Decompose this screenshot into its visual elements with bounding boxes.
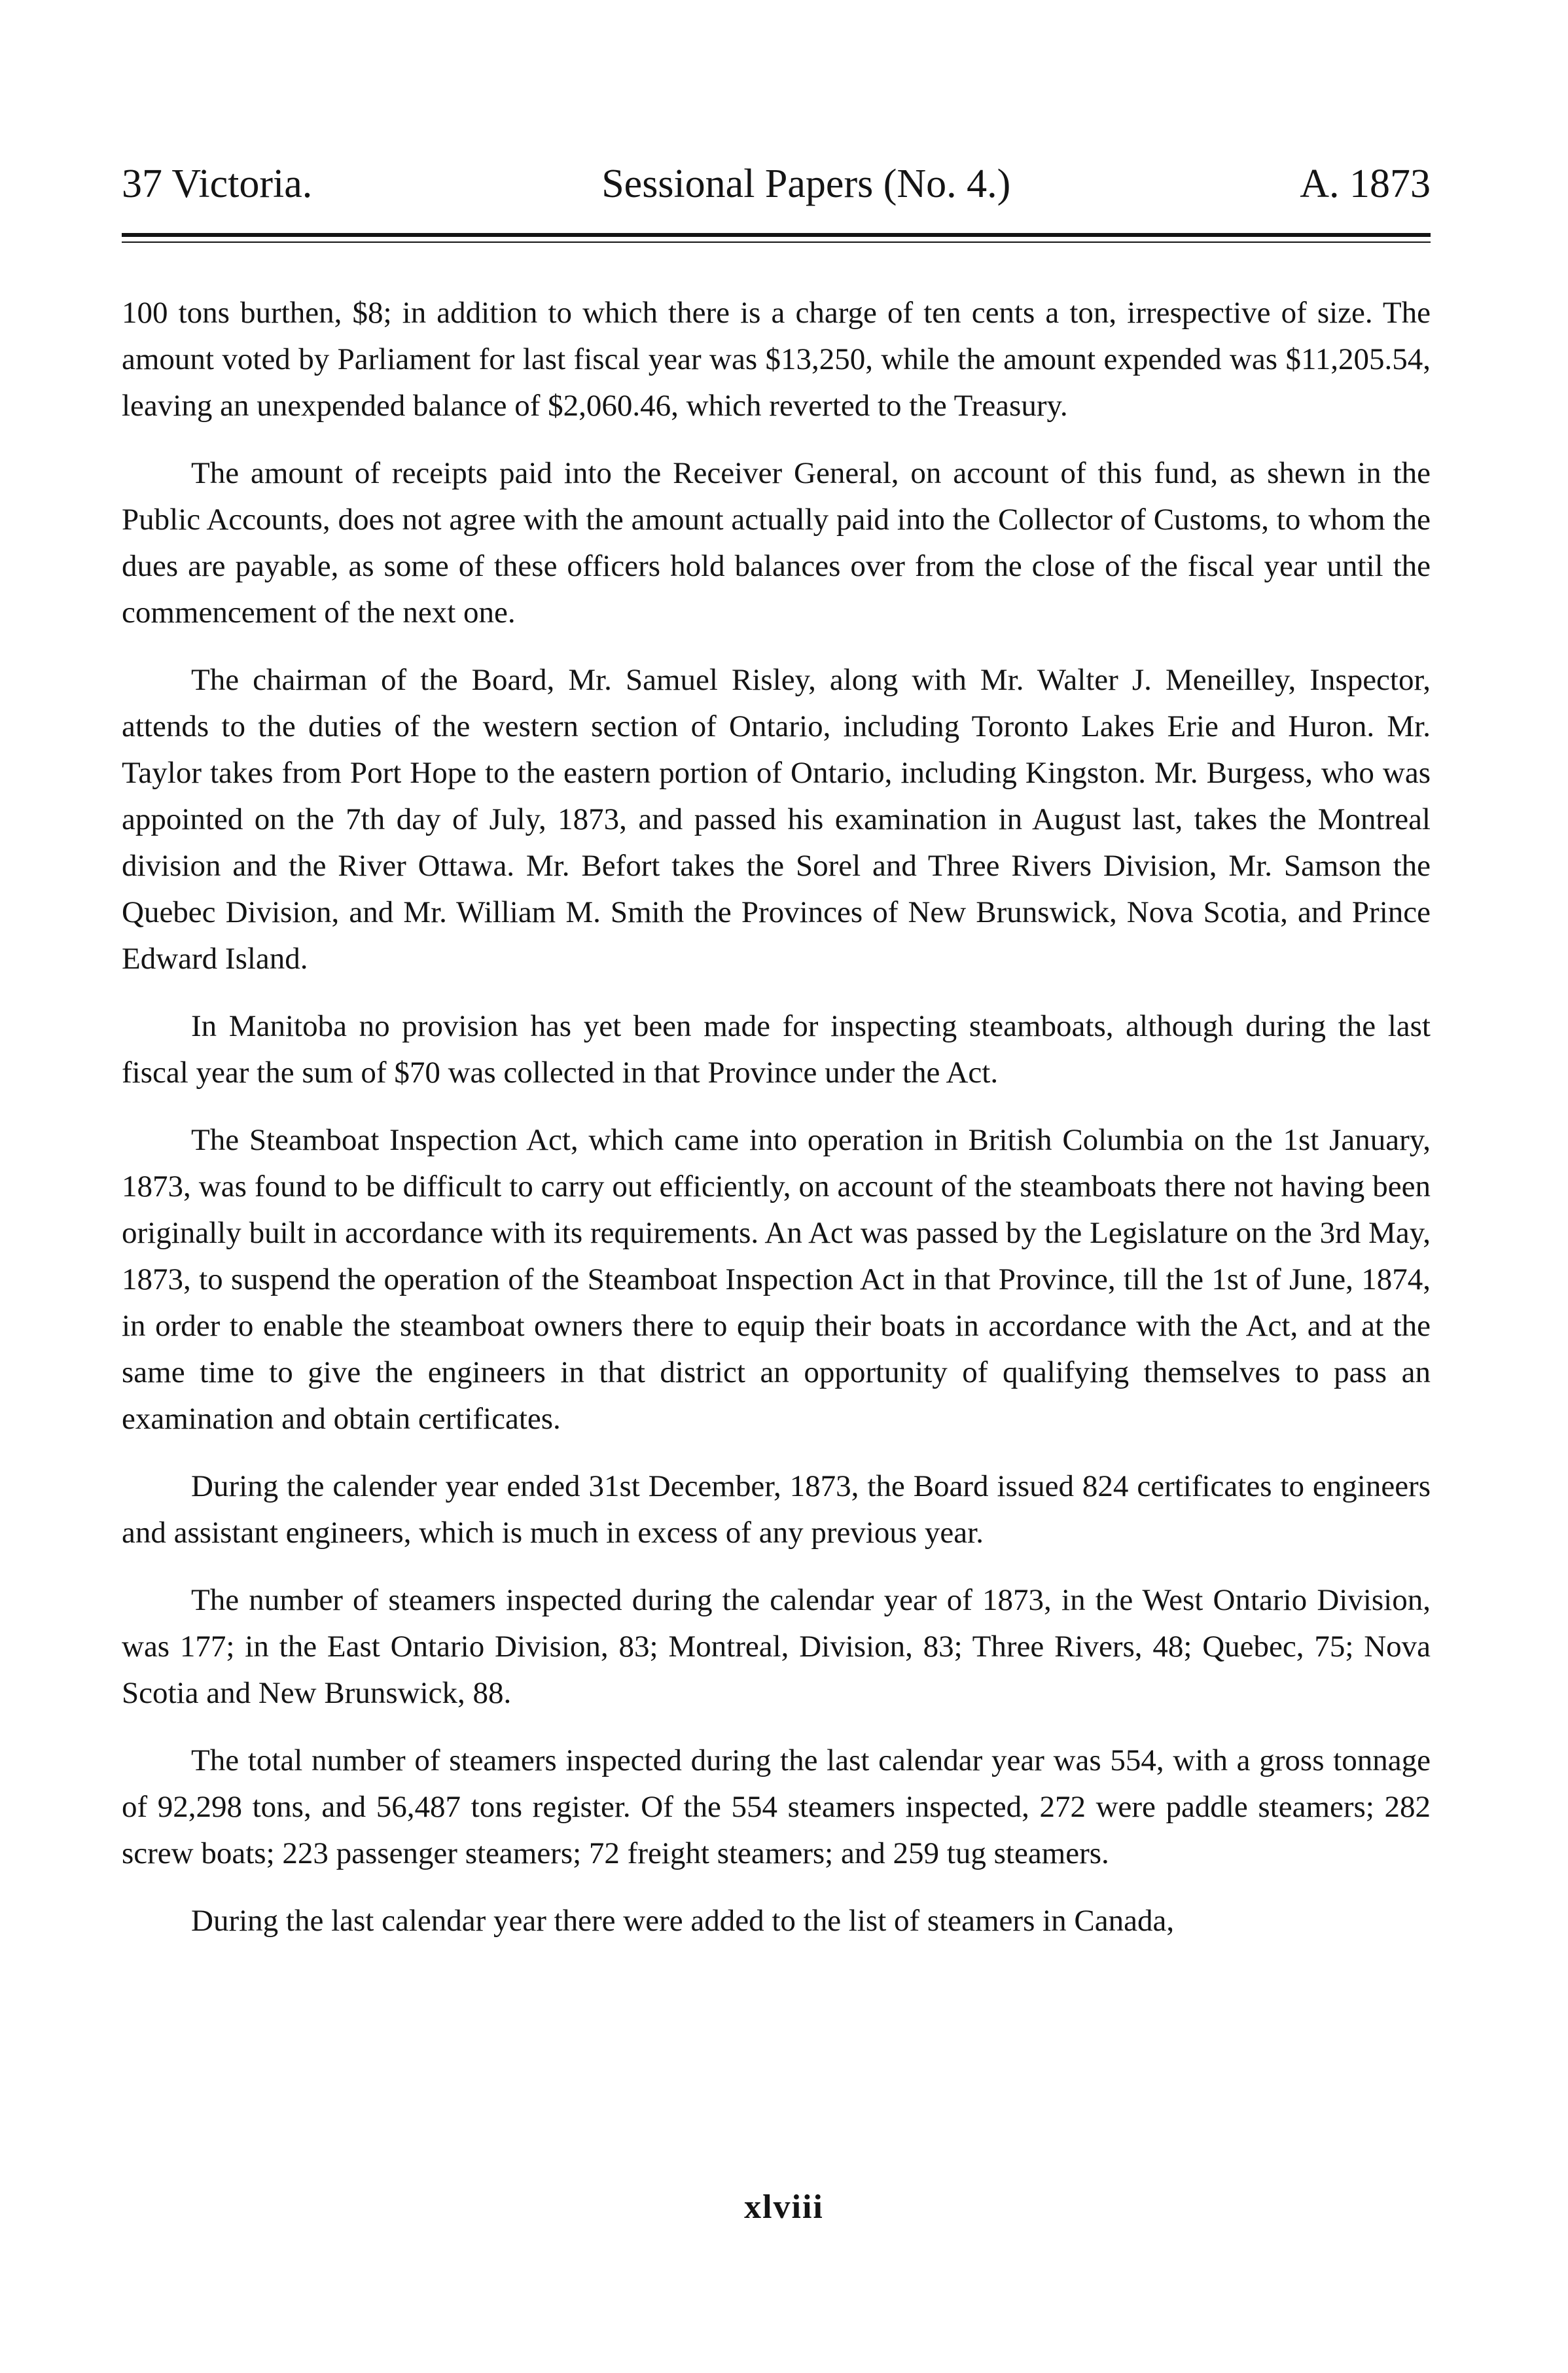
paragraph: The total number of steamers inspected during the last calendar year was 554, with a gross tonnage of 92,298 tons, and 56,487 tons register. Of the 554 steamers inspected, 272 were paddle steamers; 282 screw boats; 223 passenger steamers; 72 freight steamers; and 259 tug steamers. bbox=[122, 1743, 1431, 1870]
paragraph: The number of steamers inspected during the calendar year of 1873, in the West Ontario Division, was 177; in the East Ontario Division, 83; Montreal, Division, 83; Three Rivers, 48; Quebec, 75; Nova Scotia and New Brunswick, 88. bbox=[122, 1583, 1431, 1710]
document-page bbox=[122, 164, 1431, 1965]
paragraph: The amount of receipts paid into the Receiver General, on account of this fund, as shewn in the Public Accounts, does not agree with the amount actually paid into the Collector of Customs, to whom the dues are payable, as some of these officers hold balances over from the close of the fiscal year until the commencement of the next one. bbox=[122, 456, 1431, 630]
page-number: xlviii bbox=[744, 2188, 824, 2226]
header-session: 37 Victoria. bbox=[122, 162, 313, 206]
paragraph: During the calender year ended 31st December, 1873, the Board issued 824 certificates to engineers and assistant engineers, which is much in excess of any previous year. bbox=[122, 1469, 1431, 1550]
paragraph: In Manitoba no provision has yet been made for inspecting steamboats, although during the last fiscal year the sum of $70 was collected in that Province under the Act. bbox=[122, 1009, 1431, 1090]
header-year: A. 1873 bbox=[1300, 162, 1431, 206]
header-rule-thin bbox=[122, 241, 1431, 243]
paragraph: The Steamboat Inspection Act, which came into operation in British Columbia on the 1st January, 1873, was found to be difficult to carry out efficiently, on account of the steamboats there not having been originally built in accordance with its requirements. An Act was passed by the Legislature on the 3rd May, 1873, to suspend the operation of the Steamboat Inspection Act in that Province, till the 1st of June, 1874, in order to enable the steamboat owners there to equip their boats in accordance with the Act, and at the same time to give the engineers in that district an opportunity of qualifying themselves to pass an examination and obtain certificates. bbox=[122, 1123, 1431, 1436]
paragraph: 100 tons burthen, $8; in addition to which there is a charge of ten cents a ton, irrespective of size. The amount voted by Parliament for last fiscal year was $13,250, while the amount expended was $11,205.54, leaving an unexpended balance of $2,060.46, which reverted to the Treasury. bbox=[122, 296, 1431, 423]
paragraph: During the last calendar year there were added to the list of steamers in Canada, bbox=[191, 1904, 1175, 1938]
body-text bbox=[122, 290, 1431, 1944]
paragraph: The chairman of the Board, Mr. Samuel Risley, along with Mr. Walter J. Meneilley, Inspector, attends to the duties of the western section of Ontario, including Toronto Lakes Erie and Huron. Mr. Taylor takes from Port Hope to the eastern portion of Ontario, including Kingston. Mr. Burgess, who was appointed on the 7th day of July, 1873, and passed his examination in August last, takes the Montreal division and the River Ottawa. Mr. Befort takes the Sorel and Three Rivers Division, Mr. Samson the Quebec Division, and Mr. William M. Smith the Provinces of New Brunswick, Nova Scotia, and Prince Edward Island. bbox=[122, 663, 1431, 976]
header-title: Sessional Papers (No. 4.) bbox=[601, 162, 1011, 206]
running-header bbox=[122, 164, 1431, 233]
